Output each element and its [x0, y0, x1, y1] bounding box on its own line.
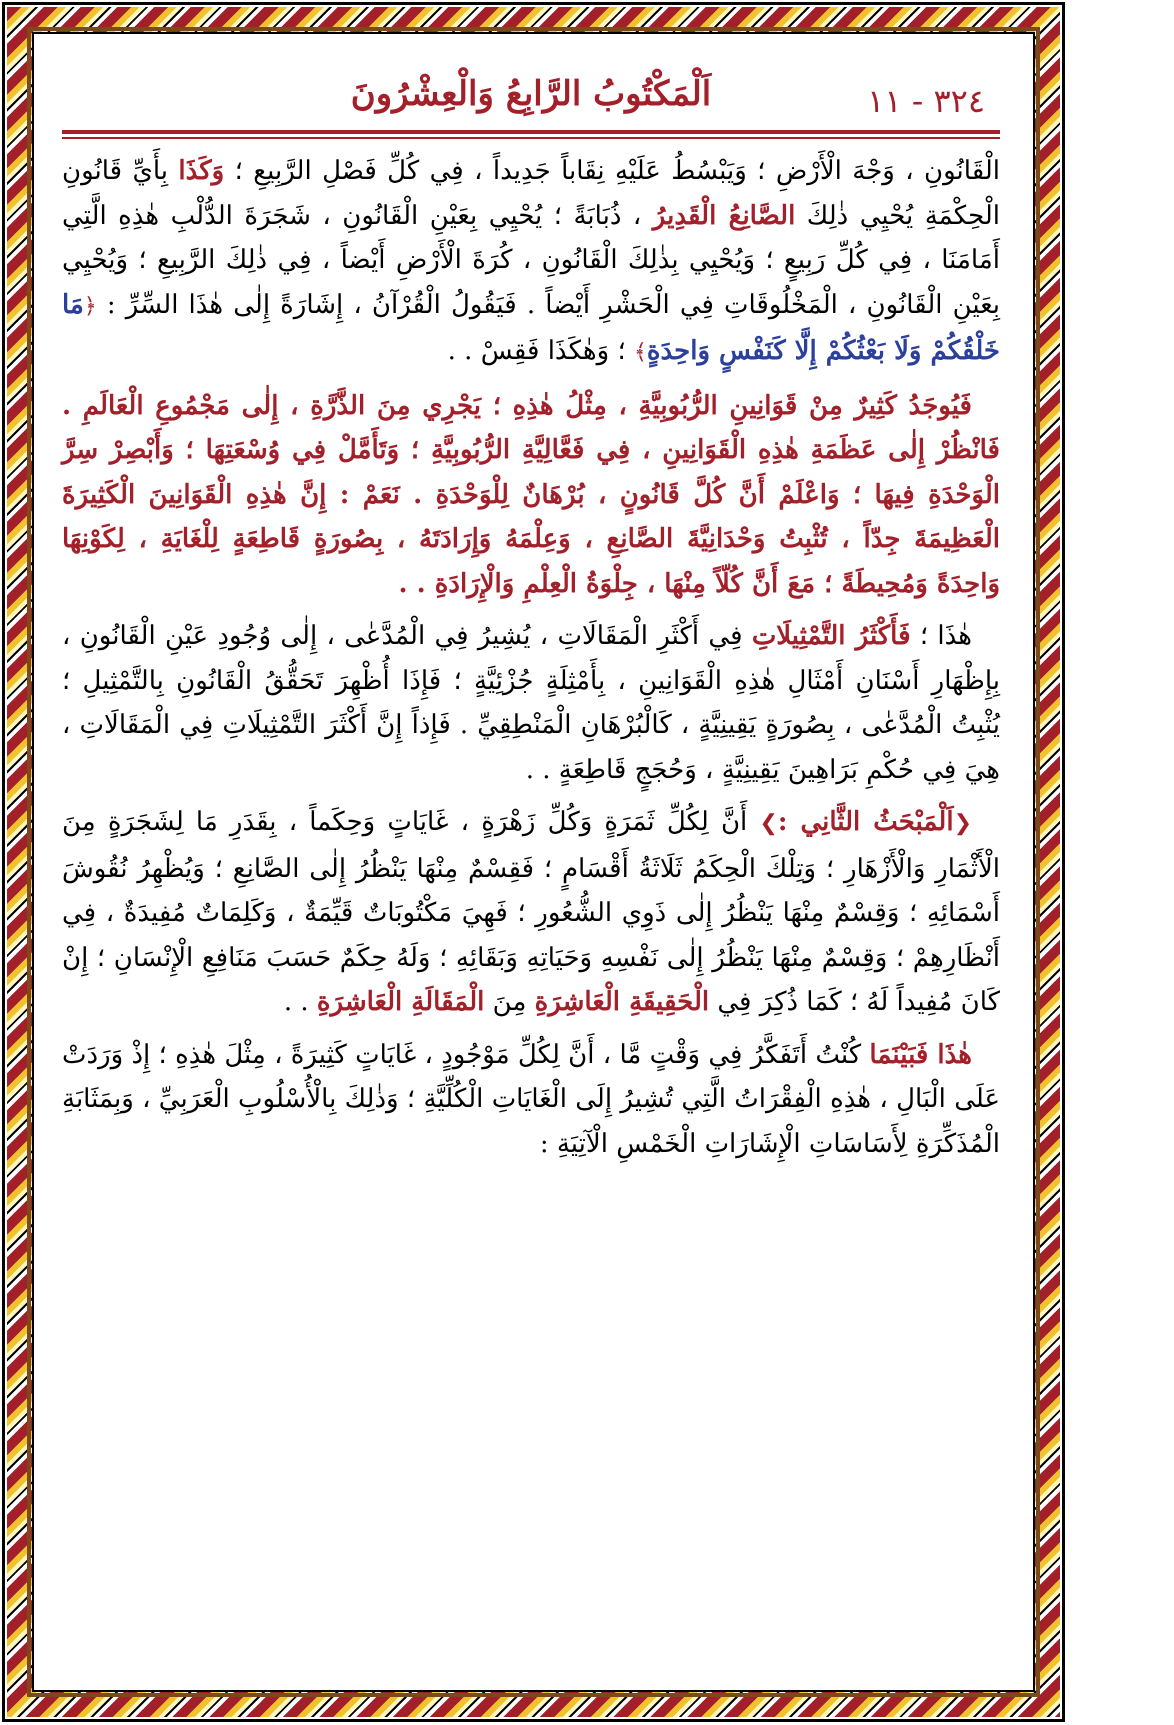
- paragraph-1: [62, 149, 1000, 376]
- quran-verse: مَا خَلْقُكُمْ وَلَا بَعْثُكُمْ إِلَّا كَنَفْسٍ وَاحِدَةٍ: [62, 289, 1000, 366]
- highlight-text: الصَّانِعُ الْقَدِيرُ: [652, 200, 796, 231]
- header-rule-thick: [62, 130, 1000, 134]
- page-header: [62, 60, 1000, 130]
- text-run: هٰذَا ؛: [910, 621, 972, 651]
- text-run: ، ذُبَابَةً ؛ يُحْيِي بِعَيْنِ الْقَانُونِ ، شَجَرَةَ الدُّلْبِ هٰذِهِ الَّتِي أَمَامَنَا ، فِي كُلِّ رَبِيعٍ ؛ وَيُحْيِي بِذٰلِكَ الْقَانُونِ ، كُرَةَ الْأَرْضِ أَيْضاً ، فِي ذٰلِكَ الرَّبِيعِ ؛ وَيُحْيِي بِعَيْنِ الْقَانُونِ ، الْمَخْلُوقَاتِ فِي الْحَشْرِ أَيْضاً . فَيَقُولُ الْقُرْآنُ ، إِشَارَةً إِلٰى هٰذَا السِّرِّ :: [62, 200, 1000, 320]
- text-run: ؛ وَهٰكَذَا فَقِسْ . .: [447, 336, 634, 366]
- highlight-text: هٰذَا فَبَيْنَمَا: [869, 1039, 972, 1070]
- body-text: [62, 149, 1000, 1166]
- ornament-open-icon: ❮: [953, 811, 972, 836]
- page-number: ٣٢٤ - ١١: [867, 82, 985, 120]
- header-rule-thin: [62, 137, 1000, 139]
- highlight-text: الْمَقَالَةِ الْعَاشِرَةِ: [316, 987, 485, 1017]
- highlight-text: فَأَكْثَرُ التَّمْثِيلَاتِ: [751, 621, 911, 651]
- paragraph-2: فَيُوجَدُ كَثِيرٌ مِنْ قَوَانِينِ الرُّبُوبِيَّةِ ، مِثْلُ هٰذِهِ ؛ يَجْرِي مِنَ الذَّرَّةِ ، إِلٰى مَجْمُوعِ الْعَالَمِ . فَانْظُرْ إِلٰى عَظَمَةِ هٰذِهِ الْقَوَانِينِ ، فِي فَعَّالِيَّةِ الرُّبُوبِيَّةِ ؛ وَتَأَمَّلْ فِي وُسْعَتِهَا ؛ وَأَبْصِرْ سِرَّ الْوَحْدَةِ فِيهَا ؛ وَاعْلَمْ أَنَّ كُلَّ قَانُونٍ ، بُرْهَانٌ لِلْوَحْدَةِ . نَعَمْ : إِنَّ هٰذِهِ الْقَوَانِينَ الْكَثِيرَةَ الْعَظِيمَةَ جِدّاً ، تُثْبِتُ وَحْدَانِيَّةَ الصَّانِعِ ، وَعِلْمَهُ وَإِرَادَتَهُ ، بِصُورَةٍ قَاطِعَةٍ لِلْغَايَةِ ، لِكَوْنِهَا وَاحِدَةً وَمُحِيطَةً ؛ مَعَ أَنَّ كُلّاً مِنْهَا ، جِلْوَةُ الْعِلْمِ وَالْإِرَادَةِ . .: [62, 390, 1000, 599]
- quran-bracket-open-icon: ﴿: [83, 293, 97, 319]
- highlight-text: الْحَقِيقَةِ الْعَاشِرَةِ: [534, 987, 710, 1017]
- paragraph-5: [62, 1033, 1000, 1167]
- highlight-text: وَكَذَا: [178, 156, 225, 186]
- text-run: كُنْتُ أَتَفَكَّرُ فِي وَقْتٍ مَّا ، أَنَّ لِكُلِّ مَوْجُودٍ ، غَايَاتٍ كَثِيرَةً ، مِثْلَ هٰذِهِ ؛ إِذْ وَرَدَتْ عَلَى الْبَالِ ، هٰذِهِ الْفِقْرَاتُ الَّتِي تُشِيرُ إِلَى الْغَايَاتِ الْكُلِّيَّةِ ؛ وَذٰلِكَ بِالْأُسْلُوبِ الْعَرَبِيِّ ، وَبِمَثَابَةِ الْمُذَكِّرَةِ لِأَسَاسَاتِ الْإِشَارَاتِ الْخَمْسِ الْآتِيَةِ :: [62, 1039, 1000, 1159]
- text-run: فِي أَكْثَرِ الْمَقَالَاتِ ، يُشِيرُ فِي الْمُدَّعٰى ، إِلٰى وُجُودِ عَيْنِ الْقَانُونِ ، بِإِظْهَارِ أَسْنَانِ أَمْثَالِ هٰذِهِ الْقَوَانِينِ ، بِأَمْثِلَةٍ جُزْئِيَّةٍ ؛ فَإِذَا أُظْهِرَ تَحَقُّقُ الْقَانُونِ بِالتَّمْثِيلِ ؛ يُثْبِتُ الْمُدَّعٰى ، بِصُورَةٍ يَقِينِيَّةٍ ، كَالْبُرْهَانِ الْمَنْطِقِيِّ . فَإِذاً إِنَّ أَكْثَرَ التَّمْثِيلَاتِ فِي الْمَقَالَاتِ ، هِيَ فِي حُكْمِ بَرَاهِينَ يَقِينِيَّةٍ ، وَحُجَجٍ قَاطِعَةٍ . .: [62, 621, 1000, 785]
- text-run: الْقَانُونِ ، وَجْهَ الْأَرْضِ ؛ وَيَبْسُطُ عَلَيْهِ نِقَاباً جَدِيداً ، فِي كُلِّ فَصْلِ الرَّبِيعِ ؛: [224, 156, 1000, 186]
- quran-bracket-close-icon: ﴾: [633, 340, 647, 365]
- text-run: بِأَيِّ قَانُونِ الْحِكْمَةِ يُحْيِي ذٰلِكَ: [62, 156, 1000, 231]
- paragraph-4: [62, 800, 1000, 1025]
- text-run: . .: [283, 987, 317, 1017]
- chapter-title: اَلْمَكْتُوبُ الرَّابِعُ وَالْعِشْرُونَ: [350, 74, 712, 114]
- page-content: [62, 60, 1000, 1174]
- text-run: أَنَّ لِكُلِّ ثَمَرَةٍ وَكُلِّ زَهْرَةٍ ، غَايَاتٍ وَحِكَماً ، بِقَدَرِ مَا لِشَجَرَةٍ مِنَ الْأَثْمَارِ وَالْأَزْهَارِ ؛ وَتِلْكَ الْحِكَمُ ثَلَاثَةُ أَقْسَامٍ ؛ فَقِسْمٌ مِنْهَا يَنْظُرُ إِلٰى الصَّانِعِ ؛ وَيُظْهِرُ نُقُوشَ أَسْمَائِهِ ؛ وَقِسْمٌ مِنْهَا يَنْظُرُ إِلٰى ذَوِي الشُّعُورِ ؛ فَهِيَ مَكْتُوبَاتٌ قَيِّمَةٌ ، وَكَلِمَاتٌ مُفِيدَةٌ ، فِي أَنْظَارِهِمْ ؛ وَقِسْمٌ مِنْهَا يَنْظُرُ إِلٰى نَفْسِهِ وَحَيَاتِهِ وَبَقَائِهِ ؛ وَلَهُ حِكَمٌ حَسَبَ مَنَافِعِ الْإِنْسَانِ ؛ إِنْ كَانَ مُفِيداً لَهُ ؛ كَمَا ذُكِرَ فِي: [62, 807, 1000, 1017]
- paragraph-3: [62, 614, 1000, 792]
- ornament-close-icon: ❯: [759, 811, 778, 836]
- section-heading: اَلْمَبْحَثُ الثَّانِي :: [777, 807, 954, 837]
- text-run: مِنَ: [484, 987, 535, 1017]
